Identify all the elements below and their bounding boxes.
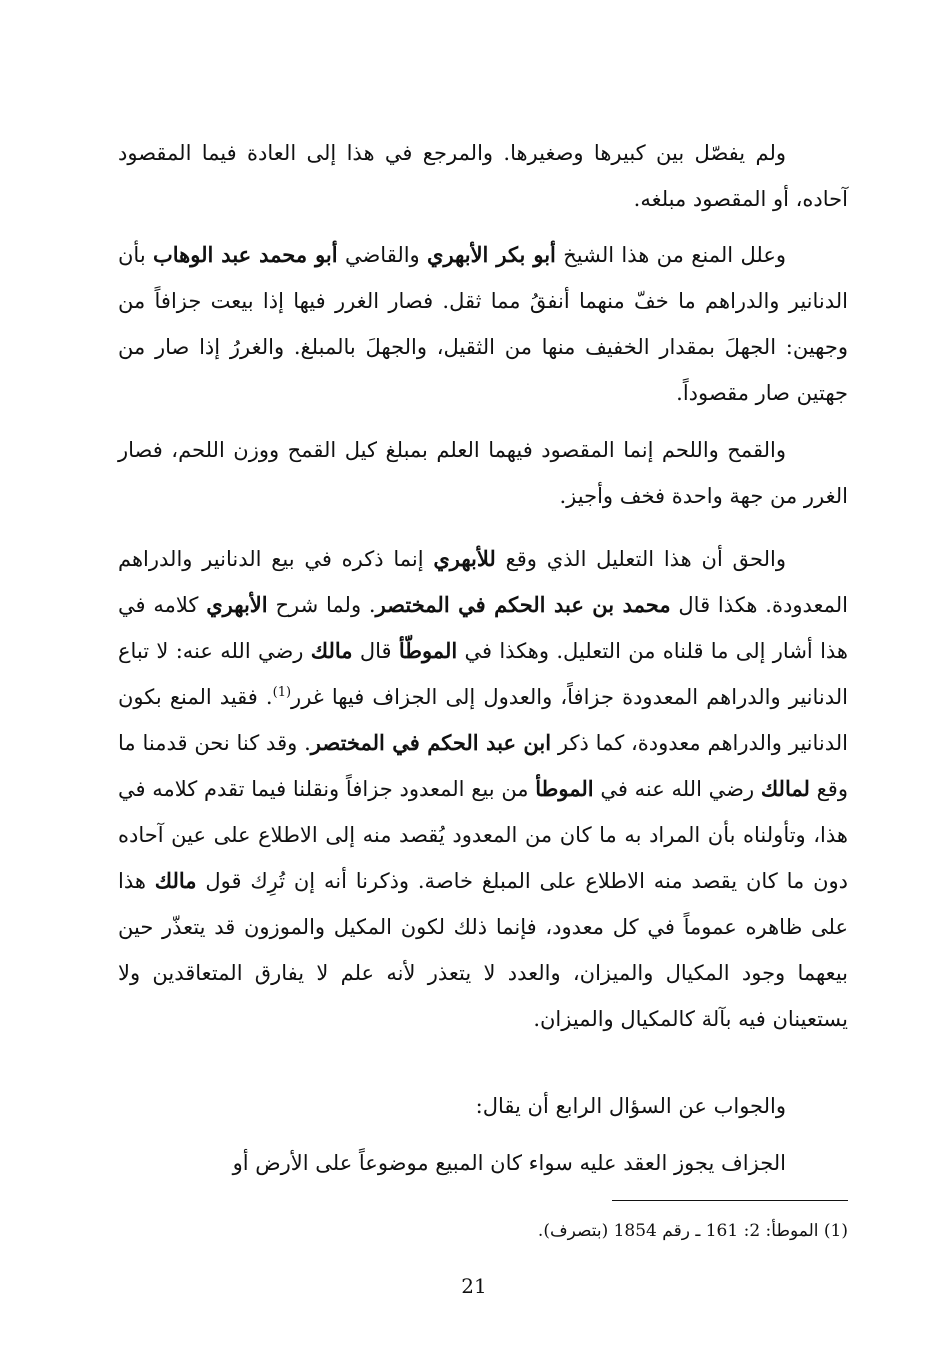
footnote-reference[interactable]: (1) bbox=[272, 685, 292, 700]
bold-name: الموطّأ bbox=[398, 638, 458, 663]
paragraph-6 bbox=[118, 1140, 848, 1186]
text-run: قال bbox=[352, 639, 399, 663]
paragraph-3 bbox=[118, 427, 848, 519]
bold-name: ابن عبد الحكم في المختصر bbox=[310, 730, 552, 755]
text-run: من بيع المعدود جزافاً ونقلنا فيما تقدم كلامه في هذا، وتأولناه بأن المراد به ما كان من المعدود يُقصد منه إلى الاطلاع على عين آحاده دون ما كان يقصد منه الاطلاع على المبلغ خاصة. وذكرنا أنه إن تُرِك قول bbox=[118, 777, 848, 893]
bold-name: أبو بكر الأبهري bbox=[427, 242, 556, 267]
paragraph-5-text: والجواب عن السؤال الرابع أن يقال: bbox=[475, 1094, 786, 1118]
footnote-divider bbox=[612, 1200, 848, 1201]
bold-name: أبو محمد عبد الوهاب bbox=[153, 242, 338, 267]
bold-name: مالك bbox=[310, 638, 353, 663]
text-run: كلامه في هذا أشار إلى ما قلناه من التعليل. وهكذا في bbox=[118, 593, 849, 663]
text-run: رضي الله عنه: لا تباع الدنانير والدراهم المعدودة جزافاً، والعدول إلى الجزاف فيها غرر bbox=[118, 639, 848, 709]
paragraph-4-text bbox=[118, 536, 848, 1042]
footnote: (1) الموطأ: 2: 161 ـ رقم 1854 (بتصرف). bbox=[537, 1221, 848, 1241]
text-run: إنما ذكره في بيع الدنانير والدراهم المعدودة. هكذا قال bbox=[118, 547, 848, 617]
paragraph-2-text bbox=[118, 232, 848, 416]
bold-name: محمد بن عبد الحكم في المختصر bbox=[375, 592, 671, 617]
paragraph-5 bbox=[118, 1083, 848, 1129]
text-run: والحق أن هذا التعليل الذي وقع bbox=[495, 547, 786, 571]
bold-name: للأبهري bbox=[433, 546, 496, 571]
text-run: . وقد كنا نحن قدمنا ما وقع bbox=[118, 731, 848, 801]
text-run: والقاضي bbox=[337, 243, 428, 267]
paragraph-4 bbox=[118, 536, 848, 1042]
bold-name: مالك bbox=[154, 868, 197, 893]
page-number: 21 bbox=[461, 1274, 487, 1298]
paragraph-1 bbox=[118, 130, 848, 222]
text-run: هذا على ظاهره عموماً في كل معدود، فإنما ذلك لكون المكيل والموزون قد يتعذّر حين بيعهما وجود المكيال والميزان، والعدد لا يتعذر لأنه علم لا يفارق المتعاقدين ولا يستعينان فيه بآلة كالمكيال والميزان. bbox=[118, 869, 848, 1031]
paragraph-3-text: والقمح واللحم إنما المقصود فيهما العلم بمبلغ كيل القمح ووزن اللحم، فصار الغرر من جهة واحدة فخف وأجيز. bbox=[118, 438, 848, 508]
bold-name: الأبهري bbox=[206, 592, 268, 617]
paragraph-6-text: الجزاف يجوز العقد عليه سواء كان المبيع موضوعاً على الأرض أو bbox=[232, 1151, 786, 1175]
text-run: وعلل المنع من هذا الشيخ bbox=[555, 243, 786, 267]
text-run: . ولما شرح bbox=[267, 593, 376, 617]
text-run: . فقيد المنع بكون الدنانير والدراهم معدودة، كما ذكر bbox=[118, 685, 848, 755]
bold-name: الموطأ bbox=[535, 776, 594, 801]
text-run: رضي الله عنه في bbox=[593, 777, 761, 801]
text-run: بأن الدنانير والدراهم ما خفّ منهما أنفقُ مما ثقل. فصار الغرر فيها إذا بيعت جزافاً من وجهين: الجهلَ بمقدار الخفيف منها من الثقيل، والجهلَ بالمبلغ. والغررُ إذا صار من جهتين صار مقصوداً. bbox=[118, 243, 848, 405]
paragraph-2 bbox=[118, 232, 848, 416]
paragraph-1-text: ولم يفصّل بين كبيرها وصغيرها. والمرجع في هذا إلى العادة فيما المقصود آحاده، أو المقصود مبلغه. bbox=[118, 141, 848, 211]
bold-name: لمالك bbox=[760, 776, 810, 801]
